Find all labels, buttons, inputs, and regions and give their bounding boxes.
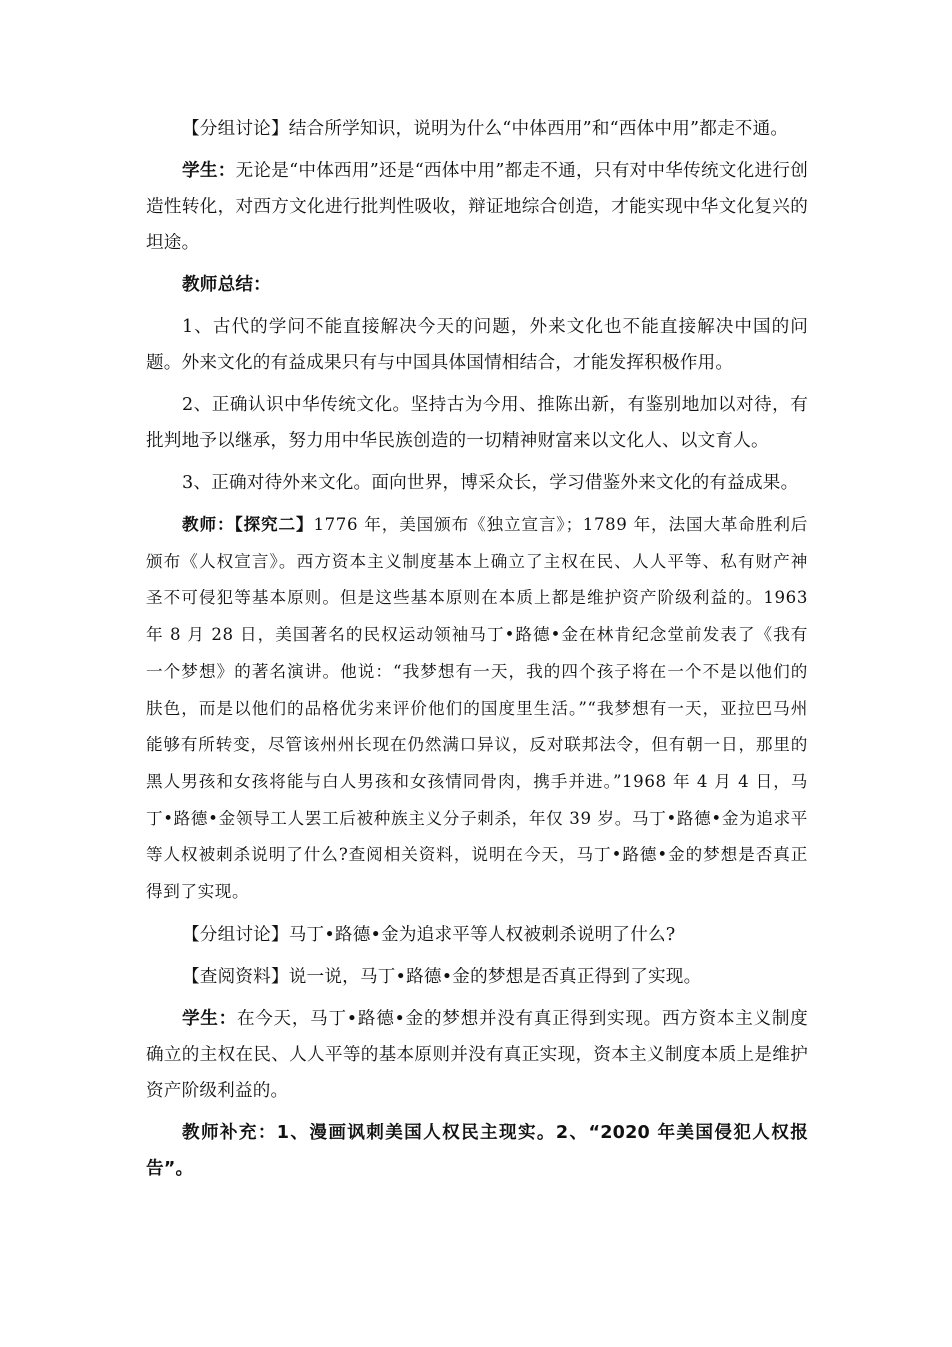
- paragraph-text: 1、古代的学问不能直接解决今天的问题，外来文化也不能直接解决中国的问题。外来文化的有益成果只有与中国具体国情相结合，才能发挥积极作用。: [146, 317, 808, 373]
- paragraph-teacher-supplement: [146, 1115, 808, 1187]
- document-body: [146, 111, 808, 1193]
- paragraph-group-discussion-1: [146, 111, 808, 147]
- speaker-label: 学生：: [182, 161, 236, 181]
- paragraph-text: 1776 年，美国颁布《独立宣言》；1789 年，法国大革命胜利后颁布《人权宣言》。西方资本主义制度基本上确立了主权在民、人人平等、私有财产神圣不可侵犯等基本原则。但是这些基本原则在本质上都是维护资产阶级利益的。1963 年 8 月 28 日，美国著名的民权运动领袖马丁•路德•金在林肯纪念堂前发表了《我有一个梦想》的著名演讲。他说：“我梦想有一天，我的四个孩子将在一个不是以他们的肤色，而是以他们的品格优劣来评价他们的国度里生活。”“我梦想有一天，亚拉巴马州能够有所转变，尽管该州州长现在仍然满口异议，反对联邦法令，但有朝一日，那里的黑人男孩和女孩将能与白人男孩和女孩情同骨肉，携手并进。”1968 年 4 月 4 日，马丁•路德•金领导工人罢工后被种族主义分子刺杀，年仅 39 岁。马丁•路德•金为追求平等人权被刺杀说明了什么?查阅相关资料，说明在今天，马丁•路德•金的梦想是否真正得到了实现。: [146, 515, 808, 902]
- paragraph-student-answer-2: [146, 1001, 808, 1109]
- speaker-label: 教师：【探究二】: [182, 515, 314, 534]
- paragraph-student-answer-1: [146, 153, 808, 261]
- paragraph-text: 教师补充：1、漫画讽刺美国人权民主现实。2、“2020 年美国侵犯人权报告”。: [146, 1122, 808, 1179]
- paragraph-text: 2、正确认识中华传统文化。坚持古为今用、推陈出新，有鉴别地加以对待，有批判地予以继承，努力用中华民族创造的一切精神财富来以文化人、以文育人。: [146, 395, 808, 451]
- paragraph-summary-point-1: [146, 309, 808, 381]
- paragraph-text: 在今天，马丁•路德•金的梦想并没有真正得到实现。西方资本主义制度确立的主权在民、人人平等的基本原则并没有真正实现，资本主义制度本质上是维护资产阶级利益的。: [146, 1008, 808, 1101]
- paragraph-text: 3、正确对待外来文化。面向世界，博采众长，学习借鉴外来文化的有益成果。: [182, 473, 799, 493]
- paragraph-summary-point-2: [146, 387, 808, 459]
- paragraph-group-discussion-2: [146, 917, 808, 953]
- paragraph-summary-point-3: [146, 465, 808, 501]
- paragraph-text: 【分组讨论】马丁•路德•金为追求平等人权被刺杀说明了什么?: [182, 924, 676, 945]
- paragraph-text: 无论是“中体西用”还是“西体中用”都走不通，只有对中华传统文化进行创造性转化，对西方文化进行批判性吸收，辩证地综合创造，才能实现中华文化复兴的坦途。: [146, 161, 809, 253]
- paragraph-teacher-summary-heading: [146, 267, 808, 303]
- speaker-label: 学生：: [182, 1008, 237, 1029]
- paragraph-research-materials: [146, 959, 808, 995]
- section-heading: 教师总结：: [182, 275, 271, 295]
- paragraph-text: 【查阅资料】说一说，马丁•路德•金的梦想是否真正得到了实现。: [182, 966, 702, 987]
- paragraph-teacher-exploration-2: [146, 507, 808, 911]
- paragraph-text: 【分组讨论】结合所学知识，说明为什么“中体西用”和“西体中用”都走不通。: [182, 119, 789, 139]
